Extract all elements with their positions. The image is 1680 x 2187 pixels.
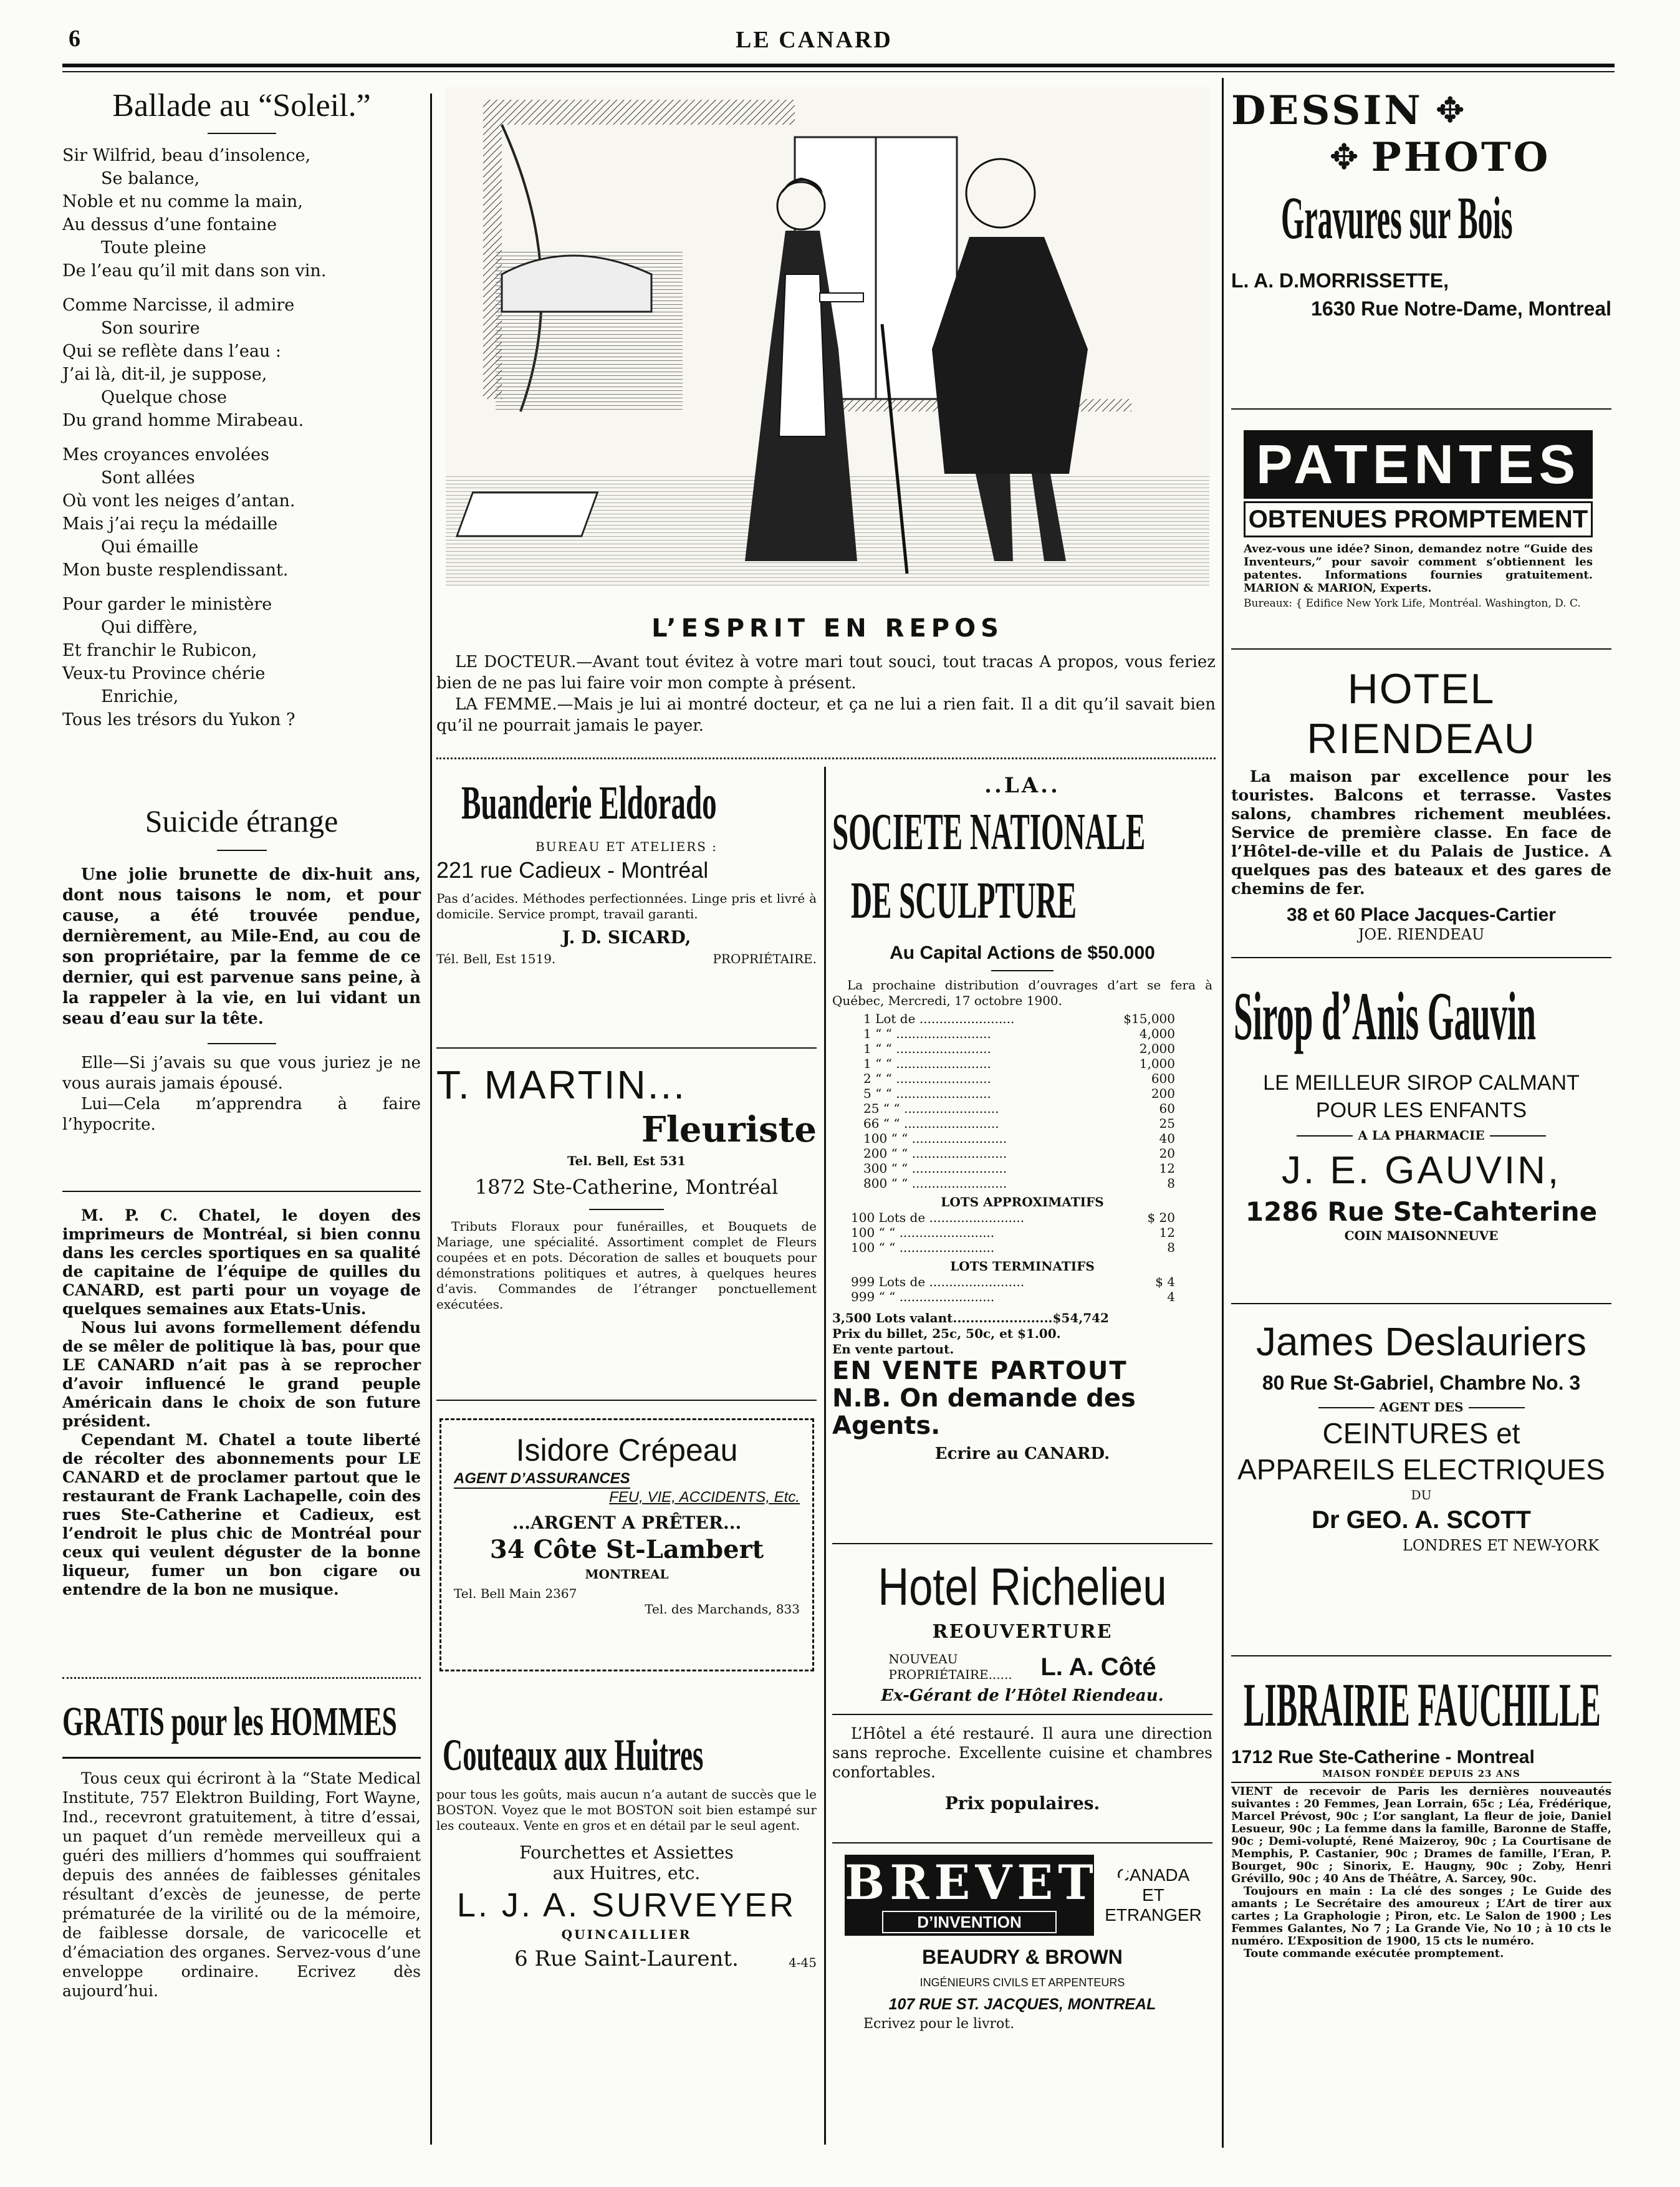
martin-ad (436, 1060, 817, 1312)
poem-section (62, 84, 421, 743)
ad-address: 6 Rue Saint-Laurent. (514, 1946, 739, 1971)
richelieu-ad (832, 1552, 1212, 1814)
ad-body: Toujours en main : La clé des songes ; Le Guide des amants ; Le Secrétaire des amoureux ; L’Art de tirer aux cartes ; La Graphologie ; Piron, etc. Le Salon de 1900 ; Les Femmes Galantes, No 7 ; La Grande Vie, No 10 ; à 10 cts le numéro. L’Exposition de 1900, 15 cts le numéro. (1231, 1885, 1611, 1948)
lot-row (863, 1101, 1175, 1116)
article-paragraph: M. P. C. Chatel, le doyen des imprimeurs de Montréal, si bien connu dans les cercles sportiques en sa qualité de capitaine de l’équipe de quilles du CANARD, est parti pour un voyage de quelques semaines aux Etats-Unis. (62, 1206, 421, 1318)
ad-contact: Ecrivez pour le livrot. (863, 2016, 1015, 2032)
lot-count: 100 Lots de ........................ (851, 1210, 1025, 1225)
lot-value: 1,000 (1139, 1056, 1175, 1071)
divider (1231, 957, 1611, 958)
divider (436, 1047, 817, 1049)
lot-row (863, 1176, 1175, 1191)
ad-address: 1630 Rue Notre-Dame, Montreal (1311, 297, 1611, 320)
lot-value: 12 (1159, 1161, 1175, 1176)
lot-row (863, 1146, 1175, 1161)
lot-count: 100 “ “ ........................ (851, 1240, 995, 1255)
societe-ad (832, 773, 1212, 1463)
ad-doctor: Dr GEO. A. SCOTT (1312, 1506, 1531, 1534)
ad-line: APPAREILS ELECTRIQUES (1237, 1453, 1605, 1486)
divider (208, 1043, 276, 1044)
ad-title: DE SCULPTURE (851, 872, 1077, 930)
ad-title: GRATIS pour les HOMMES (62, 1699, 397, 1744)
ad-owner: L. A. Côté (1040, 1653, 1156, 1681)
ad-role: INGÉNIEURS CIVILS ET ARPENTEURS (919, 1976, 1125, 1989)
ad-address: 107 RUE ST. JACQUES, MONTREAL (888, 1996, 1156, 2013)
column-rule (430, 94, 432, 2145)
poem-line: Sir Wilfrid, beau d’insolence, (62, 146, 311, 165)
lots-table (851, 1210, 1175, 1255)
article-body: Une jolie brunette de dix-huit ans, dont nous taisons le nom, et pour cause, a été trouvée pendue, dernièrement, au Mile-End, au cou de son propriétaire, par la femme de ce dernier, qui est parvenue sans peine, à la rappeler à la vie, en lui vidant un seau d’eau sur la tête. (62, 865, 421, 1028)
ad-loan: ...ARGENT A PRÊTER... (512, 1512, 742, 1533)
column-rule (824, 767, 826, 2145)
ad-line: POUR LES ENFANTS (1315, 1098, 1527, 1122)
lot-row (851, 1225, 1175, 1240)
lot-row (863, 1026, 1175, 1041)
lot-count: 5 “ “ ........................ (863, 1086, 991, 1101)
patentes-ad (1244, 430, 1593, 610)
poem-line: Toute pleine (101, 238, 206, 257)
ad-owner-label: NOUVEAU PROPRIÉTAIRE...... (888, 1651, 1012, 1682)
librairie-ad (1231, 1665, 1611, 1960)
ad-name: L. A. D.MORRISSETTE, (1231, 269, 1449, 292)
ad-line: CEINTURES et (1322, 1417, 1520, 1449)
ad-address: 80 Rue St-Gabriel, Chambre No. 3 (1262, 1372, 1581, 1394)
lots-heading: LOTS APPROXIMATIFS (941, 1194, 1104, 1209)
suicide-article (62, 801, 421, 1135)
ad-code: 4-45 (789, 1955, 817, 1970)
lot-count: 999 Lots de ........................ (851, 1274, 1025, 1289)
divider (217, 850, 267, 851)
divider (832, 1543, 1212, 1544)
lot-row (851, 1210, 1175, 1225)
poem-line: Mais j’ai reçu la médaille (62, 514, 278, 534)
poem-stanza (62, 144, 421, 731)
lot-row (863, 1071, 1175, 1086)
ad-headline: N.B. On demande des Agents. (832, 1384, 1136, 1440)
lot-row (851, 1289, 1175, 1304)
ad-founded: MAISON FONDÉE DEPUIS 23 ANS (1322, 1768, 1520, 1779)
lot-value: 2,000 (1139, 1041, 1175, 1056)
lot-row (851, 1240, 1175, 1255)
ad-subtitle: REOUVERTURE (932, 1621, 1113, 1643)
ad-title: Hotel Richelieu (878, 1557, 1167, 1616)
caption-line: LA FEMME.—Mais je lui ai montré docteur, et ça ne lui a rien fait. Il a dit qu’il savait bien qu’il ne pourrait jamais le payer. (436, 695, 1216, 735)
lot-value: 200 (1151, 1086, 1175, 1101)
ad-headline: EN VENTE PARTOUT (832, 1357, 1128, 1385)
lot-count: 1 Lot de ........................ (863, 1011, 1015, 1026)
divider (589, 1209, 664, 1210)
poem-line: Mon buste resplendissant. (62, 560, 289, 580)
divider (208, 133, 276, 134)
lot-count: 2 “ “ ........................ (863, 1071, 991, 1086)
ad-address: 1286 Rue Ste-Cahterine (1245, 1196, 1598, 1227)
divider (832, 1714, 1212, 1715)
poem-line: Quelque chose (101, 388, 227, 407)
lot-row (863, 1041, 1175, 1056)
ad-line: aux Huitres, etc. (552, 1863, 701, 1883)
ad-price: Prix du billet, 25c, 50c, et $1.00. (832, 1326, 1061, 1341)
lots-table (863, 1011, 1175, 1191)
divider (1231, 1655, 1611, 1656)
ad-note: Ex-Gérant de l’Hôtel Riendeau. (881, 1686, 1164, 1705)
ad-title: DESSIN (1231, 87, 1423, 134)
lot-value: 60 (1159, 1101, 1175, 1116)
poem-line: Du grand homme Mirabeau. (62, 411, 304, 430)
ad-body: Pas d’acides. Méthodes perfectionnées. Linge pris et livré à domicile. Service prompt, travail garanti. (436, 891, 817, 921)
ad-pretitle: ..LA.. (984, 773, 1060, 798)
ad-title: LIBRAIRIE FAUCHILLE (1244, 1670, 1601, 1739)
ad-body: Toute commande exécutée promptement. (1244, 1947, 1504, 1960)
divider (436, 757, 1216, 759)
lot-count: 1 “ “ ........................ (863, 1041, 991, 1056)
lot-count: 100 “ “ ........................ (851, 1225, 995, 1240)
article-paragraph: Cependant M. Chatel a toute liberté de récolter des abonnements pour LE CANARD et de proclamer partout que le restaurant de Frank Lachapelle, coin des rues Ste-Catherine et Cadieux, est l’endroit le plus chic de Montréal pour ceux qui veulent déguster de la bonne liqueur, fumer un bon cigare ou entendre de la bon ne musique. (62, 1431, 421, 1598)
ad-kinds: FEU, VIE, ACCIDENTS, Etc. (609, 1489, 800, 1506)
lots-table (851, 1274, 1175, 1304)
ad-role: PROPRIÉTAIRE. (713, 951, 817, 966)
lot-value: 20 (1159, 1146, 1175, 1161)
ad-title: Couteaux aux Huitres (443, 1730, 704, 1780)
ad-title: Buanderie Eldorado (461, 777, 717, 829)
lot-row (863, 1056, 1175, 1071)
cartoon-illustration (446, 87, 1209, 586)
divider (1490, 1135, 1546, 1137)
divider (1231, 408, 1611, 410)
ad-side: CANADA (1116, 1865, 1190, 1885)
lot-row (851, 1274, 1175, 1289)
ad-subtitle: BUREAU ET ATELIERS : (535, 839, 718, 854)
lot-count: 999 “ “ ........................ (851, 1289, 995, 1304)
header-rule (62, 64, 1615, 67)
ornament-icon: ✥ (1435, 90, 1465, 131)
brevets-logo (845, 1855, 1138, 1936)
ad-capital: Au Capital Actions de $50.000 (890, 943, 1155, 963)
poem-line: Où vont les neiges d’antan. (62, 491, 295, 511)
lot-value: $ 4 (1155, 1274, 1175, 1289)
lot-count: 300 “ “ ........................ (863, 1161, 1007, 1176)
poem-line: Sont allées (101, 468, 195, 488)
poem-line: Enrichie, (101, 687, 179, 706)
divider (832, 1842, 1212, 1843)
caption-line: LE DOCTEUR.—Avant tout évitez à votre mari tout souci, tout tracas A propos, vous feriez bien de ne pas lui faire voir mon compte à présent. (436, 653, 1216, 693)
ad-phone: Tél. Bell, Est 1519. (436, 951, 556, 966)
ad-name: James Deslauriers (1256, 1319, 1586, 1364)
ad-firm: BEAUDRY & BROWN (922, 1946, 1123, 1968)
ad-city: MONTREAL (585, 1567, 669, 1582)
lot-count: 800 “ “ ........................ (863, 1176, 1007, 1191)
poem-line: Qui diffère, (101, 618, 198, 637)
lot-value: 8 (1167, 1176, 1175, 1191)
divider (1231, 648, 1611, 650)
poem-title: Ballade au “Soleil.” (112, 88, 371, 123)
ad-role: QUINCAILLIER (561, 1927, 692, 1942)
ad-body: pour tous les goûts, mais aucun n’a autant de succès que le BOSTON. Voyez que le mot BOSTON soit bien estampé sur les couteaux. Vente en gros et en détail par le seul agent. (436, 1787, 817, 1833)
ad-line: A LA PHARMACIE (1358, 1128, 1485, 1143)
lot-value: 40 (1159, 1131, 1175, 1146)
divider (62, 1677, 421, 1679)
lot-value: 4 (1167, 1289, 1175, 1304)
cartoon-caption-title: L’ESPRIT EN REPOS (651, 614, 1004, 643)
column-rule (1222, 78, 1224, 2148)
ad-role: AGENT D’ASSURANCES (454, 1470, 630, 1489)
ad-body: L’Hôtel a été restauré. Il aura une direction sans reproche. Excellente cuisine et chambres confortables. (832, 1724, 1212, 1781)
ad-subtitle: OBTENUES PROMPTEMENT (1244, 501, 1593, 537)
divider (1297, 1135, 1353, 1137)
ad-line: AGENT DES (1379, 1400, 1464, 1415)
ad-intro: La prochaine distribution d’ouvrages d’art se fera à Québec, Mercredi, 17 octobre 1900. (832, 978, 1212, 1008)
logo-text: D’INVENTION (882, 1911, 1057, 1933)
ad-name: Isidore Crépeau (516, 1433, 738, 1468)
ad-title: HOTEL RIENDEAU (1307, 665, 1536, 762)
article-title: Suicide étrange (145, 804, 338, 839)
ad-body: Tributs Floraux pour funérailles, et Bouquets de Mariage, une spécialité. Assortiment complet de Fleurs coupées et en pots. Décoration de salles et bouquets pour démonstrations politiques et autres, à quelques heures d’avis. Commandes de l’étranger ponctuellement exécutées. (436, 1219, 817, 1312)
ad-address: 1872 Ste-Catherine, Montréal (474, 1175, 779, 1199)
lot-row (863, 1131, 1175, 1146)
divider (62, 1757, 421, 1759)
poem-line: Comme Narcisse, il admire (62, 296, 295, 315)
ad-line: LE MEILLEUR SIROP CALMANT (1263, 1071, 1580, 1095)
ad-address: 34 Côte St-Lambert (489, 1535, 764, 1564)
cartoon-drawing (446, 87, 1209, 586)
lot-value: 4,000 (1139, 1026, 1175, 1041)
cartoon-caption (436, 651, 1216, 736)
divider (1469, 1407, 1525, 1408)
ad-phone: Tel. Bell, Est 531 (567, 1153, 686, 1168)
ad-owner: J. D. SICARD, (562, 927, 691, 948)
chatel-article (62, 1206, 421, 1599)
ad-cities: LONDRES ET NEW-YORK (1402, 1537, 1599, 1554)
lot-value: $15,000 (1123, 1011, 1175, 1026)
ad-title: Sirop d’Anis Gauvin (1234, 978, 1537, 1054)
divider (1231, 1303, 1611, 1304)
lot-value: 8 (1167, 1240, 1175, 1255)
ad-name: J. E. GAUVIN, (1281, 1149, 1562, 1192)
ad-title: PHOTO (1371, 134, 1551, 181)
divider (1231, 1782, 1611, 1783)
poem-line: Au dessus d’une fontaine (62, 215, 277, 234)
ad-title: PATENTES (1244, 430, 1593, 499)
ad-address: 221 rue Cadieux - Montréal (436, 857, 709, 883)
ad-address: 1712 Rue Ste-Catherine - Montreal (1231, 1747, 1535, 1767)
poem-line: Veux-tu Province chérie (62, 664, 266, 683)
lot-count: 25 “ “ ........................ (863, 1101, 999, 1116)
riendeau-ad (1231, 664, 1611, 943)
ad-offices: Bureaux: { Edifice New York Life, Montréal. Washington, D. C. (1244, 597, 1581, 610)
lot-count: 200 “ “ ........................ (863, 1146, 1007, 1161)
poem-line: Tous les trésors du Yukon ? (62, 710, 295, 729)
ad-body: La maison par excellence pour les touristes. Balcons et terrasse. Vastes salons, chambres richement meublées. Service de première classe. En face de l’Hôtel-de-ville et du Palais de Justice. A quelques pas des bateaux et des gares de chemins de fer. (1231, 767, 1611, 898)
poem-line: De l’eau qu’il mit dans son vin. (62, 261, 327, 281)
article-paragraph: Nous lui avons formellement défendu de se mêler de politique là bas, pour que LE CANARD n’ait pas à se reprocher d’avoir influencé le grand peuple Américain dans le choix de son future président. (62, 1319, 421, 1430)
eldorado-ad (436, 773, 817, 967)
lot-row (863, 1161, 1175, 1176)
ad-owner: JOE. RIENDEAU (1358, 926, 1485, 943)
gratis-ad (62, 1691, 421, 2001)
ad-side: ET (1142, 1885, 1164, 1905)
dialog-line: Elle—Si j’avais su que vous juriez je ne vous aurais jamais épousé. (62, 1054, 421, 1093)
lot-count: 100 “ “ ........................ (863, 1131, 1007, 1146)
lots-heading: LOTS TERMINATIFS (950, 1259, 1095, 1274)
ad-line: Fourchettes et Assiettes (519, 1842, 734, 1863)
lot-row (863, 1011, 1175, 1026)
dialog-line: Lui—Cela m’apprendra à faire l’hypocrite. (62, 1095, 421, 1134)
couteaux-ad (436, 1727, 817, 1975)
poem-line: Se balance, (101, 169, 200, 188)
divider (1318, 1407, 1375, 1408)
lot-value: 600 (1151, 1071, 1175, 1086)
ornament-icon: ✥ (1329, 137, 1359, 178)
lot-value: $ 20 (1147, 1210, 1175, 1225)
poem-line: Noble et nu comme la main, (62, 192, 303, 211)
lot-count: 1 “ “ ........................ (863, 1056, 991, 1071)
ad-sale: En vente partout. (832, 1342, 954, 1357)
brevets-ad (832, 1855, 1212, 2032)
ad-title: SOCIETE NATIONALE (832, 803, 1146, 861)
ad-name: L. J. A. SURVEYER (456, 1887, 797, 1924)
ad-name: T. MARTIN... (436, 1062, 687, 1107)
dessin-ad (1231, 87, 1611, 320)
poem-line: Et franchir le Rubicon, (62, 641, 257, 660)
lot-value: 12 (1159, 1225, 1175, 1240)
lot-count: 1 “ “ ........................ (863, 1026, 991, 1041)
divider (436, 1400, 817, 1401)
ad-corner: COIN MAISONNEUVE (1344, 1228, 1499, 1243)
ad-body: Tous ceux qui écriront à la “State Medical Institute, 757 Elektron Building, Fort Wayne, Ind., recevront gratuitement, à titre d’essai, un paquet d’un remède merveilleux qui a guéri des milliers d’hommes qui souffraient depuis des années de faiblesses génitales résultant d’excès de jeunesse, de perte prématurée de la virilité ou de la mémoire, de faiblesse dorsale, de varicocelle et d’émaciation des organes. Servez-vous d’une enveloppe ordinaire. Ecrivez dès aujourd’hui. (62, 1769, 421, 2000)
crepeau-ad (439, 1418, 814, 1671)
ad-address: 38 et 60 Place Jacques-Cartier (1287, 905, 1556, 925)
poem-line: Qui émaille (101, 537, 199, 557)
lot-value: 25 (1159, 1116, 1175, 1131)
lot-row (863, 1086, 1175, 1101)
divider (62, 1191, 421, 1192)
ad-line: DU (1411, 1488, 1432, 1502)
poem-line: J’ai là, dit-il, je suppose, (62, 365, 267, 384)
ad-phone: Tel. Bell Main 2367 (454, 1586, 577, 1601)
lot-row (863, 1116, 1175, 1131)
lots-total: 3,500 Lots valant.......................$54,742 (832, 1310, 1109, 1325)
masthead: LE CANARD (736, 27, 893, 53)
poem-line: Qui se reflète dans l’eau : (62, 342, 282, 361)
poem-line: Mes croyances envolées (62, 445, 269, 464)
ad-body: VIENT de recevoir de Paris les dernières nouveautés suivantes : 20 Femmes, Jean Lorrain, 65c ; Léa, Frédérique, Marcel Prévost, 90c ; L’or sanglant, La fleur de joie, Daniel Lesueur, 90c ; La femme dans la famille, Baronne de Staffe, 90c ; Demi-volupté, René Maizeroy, 90c ; La Courtisane de Memphis, P. Castanier, 90c ; Drames de famille, l’Eran, P. Bourget, 90c ; Sinorix, E. Haugny, 90c ; Zoby, Henri Grévillo, 90c ; 40 Ans de Théâtre, A. Sarcey, 90c. (1231, 1785, 1611, 1885)
poem-line: Pour garder le ministère (62, 595, 272, 614)
ad-contact: Ecrire au CANARD. (934, 1444, 1110, 1463)
logo-text: BREVETS (845, 1855, 1138, 1910)
divider (991, 970, 1054, 971)
ad-trade: Fleuriste (641, 1109, 817, 1150)
ad-body: Avez-vous une idée? Sinon, demandez notre “Guide des Inventeurs,” pour savoir comment s’obtiennent les patentes. Informations fournies gratuitement. MARION & MARION, Experts. (1244, 542, 1593, 595)
ad-side: ETRANGER (1105, 1905, 1202, 1925)
ad-phone: Tel. des Marchands, 833 (645, 1602, 800, 1617)
page-number: 6 (69, 26, 80, 52)
poem-line: Son sourire (101, 319, 200, 338)
sirop-ad (1231, 969, 1611, 1244)
ad-prices: Prix populaires. (944, 1793, 1100, 1814)
header-rule-thin (62, 71, 1615, 72)
lot-count: 66 “ “ ........................ (863, 1116, 999, 1131)
deslauriers-ad (1231, 1315, 1611, 1554)
ad-title: Gravures sur Bois (1281, 185, 1513, 251)
